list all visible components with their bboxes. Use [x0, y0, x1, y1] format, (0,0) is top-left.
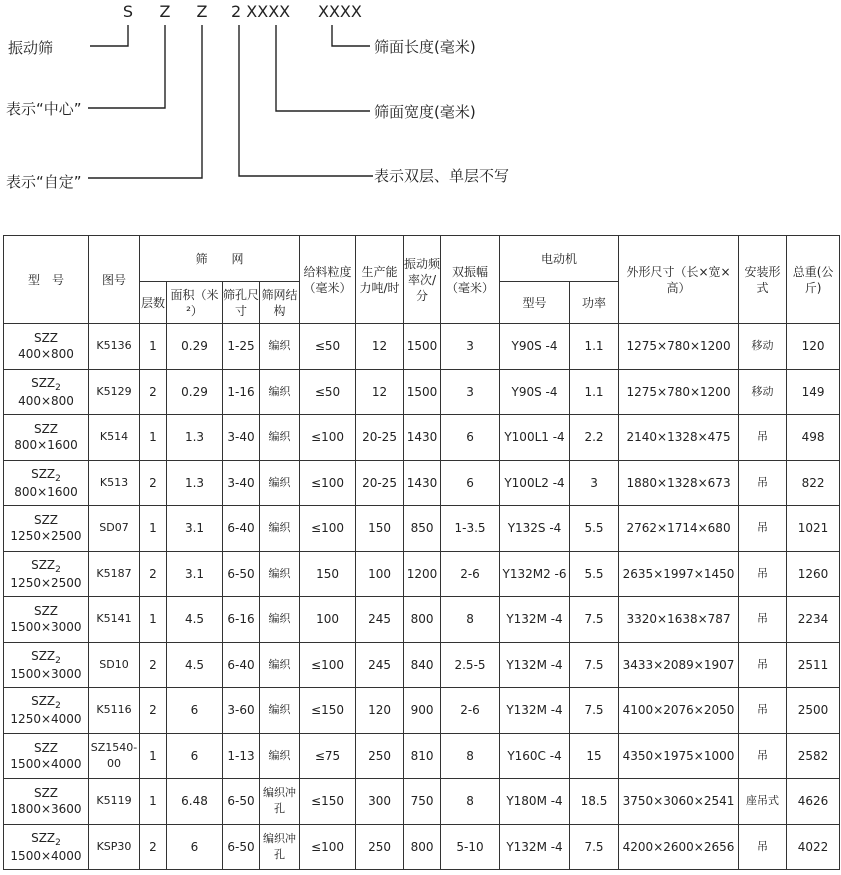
- label-screen-length: 筛面长度(毫米): [374, 38, 476, 56]
- cell-motor-power: 7.5: [570, 597, 619, 643]
- cell-feed-size: 100: [300, 597, 356, 643]
- cell-drawing: K5129: [89, 369, 140, 415]
- cell-motor-power: 7.5: [570, 824, 619, 870]
- cell-layers: 2: [140, 369, 167, 415]
- cell-weight: 498: [787, 415, 840, 461]
- table-row: [4, 324, 840, 370]
- cell-feed-size: ≤150: [300, 688, 356, 734]
- cell-drawing: K5116: [89, 688, 140, 734]
- table-row: [4, 824, 840, 870]
- cell-feed-size: ≤100: [300, 460, 356, 506]
- cell-capacity: 150: [356, 506, 404, 552]
- cell-model: [4, 688, 89, 734]
- label-double-layer: 表示双层、单层不写: [374, 167, 510, 185]
- model-name: SZZ: [31, 466, 56, 481]
- code-part-width: 2 XXXX: [231, 2, 291, 21]
- cell-dimensions: 4350×1975×1000: [619, 733, 739, 779]
- cell-layers: 1: [140, 324, 167, 370]
- header-drawing: 图号: [89, 236, 140, 324]
- cell-capacity: 20-25: [356, 460, 404, 506]
- cell-feed-size: 150: [300, 551, 356, 597]
- model-size: 400×800: [18, 393, 74, 408]
- cell-amplitude: 3: [441, 369, 500, 415]
- model-name: SZZ: [33, 331, 59, 346]
- cell-weight: 1260: [787, 551, 840, 597]
- model-size: 1800×3600: [10, 802, 82, 817]
- header-screen: 筛 网: [140, 236, 300, 282]
- cell-aperture: 3-40: [223, 460, 260, 506]
- cell-capacity: 245: [356, 597, 404, 643]
- cell-install: 移动: [739, 324, 787, 370]
- cell-frequency: 800: [404, 597, 441, 643]
- cell-drawing: SD10: [89, 642, 140, 688]
- cell-structure: 编织: [260, 733, 300, 779]
- cell-model: [4, 415, 89, 461]
- model-name: SZZ: [33, 786, 59, 801]
- cell-dimensions: 2635×1997×1450: [619, 551, 739, 597]
- cell-structure: 编织冲孔: [260, 824, 300, 870]
- cell-structure: 编织: [260, 324, 300, 370]
- cell-amplitude: 8: [441, 597, 500, 643]
- table-row: [4, 688, 840, 734]
- cell-aperture: 1-25: [223, 324, 260, 370]
- cell-structure: 编织: [260, 597, 300, 643]
- cell-dimensions: 3320×1638×787: [619, 597, 739, 643]
- cell-aperture: 6-50: [223, 551, 260, 597]
- cell-layers: 2: [140, 551, 167, 597]
- model-name: SZZ: [33, 740, 59, 755]
- cell-motor-model: Y160C -4: [500, 733, 570, 779]
- cell-capacity: 250: [356, 733, 404, 779]
- spec-table: [3, 235, 840, 870]
- cell-layers: 1: [140, 779, 167, 825]
- label-vibrating-screen: 振动筛: [8, 39, 54, 57]
- model-subscript: 2: [55, 473, 61, 484]
- model-size: 1250×2500: [10, 529, 82, 544]
- model-size: 800×1600: [14, 484, 78, 499]
- code-part-length: XXXX: [318, 2, 362, 21]
- cell-install: 吊: [739, 551, 787, 597]
- cell-layers: 1: [140, 597, 167, 643]
- label-center: 表示“中心”: [6, 100, 82, 118]
- cell-structure: 编织: [260, 415, 300, 461]
- cell-model: [4, 324, 89, 370]
- cell-weight: 2234: [787, 597, 840, 643]
- cell-capacity: 300: [356, 779, 404, 825]
- cell-feed-size: ≤100: [300, 506, 356, 552]
- table-row: [4, 597, 840, 643]
- cell-weight: 2500: [787, 688, 840, 734]
- cell-model: [4, 460, 89, 506]
- cell-feed-size: ≤100: [300, 415, 356, 461]
- code-letter-z2: Z: [196, 2, 208, 21]
- cell-motor-model: Y132M -4: [500, 642, 570, 688]
- cell-motor-model: Y132S -4: [500, 506, 570, 552]
- cell-model: [4, 779, 89, 825]
- cell-install: 吊: [739, 415, 787, 461]
- cell-weight: 2582: [787, 733, 840, 779]
- cell-motor-model: Y132M2 -6: [500, 551, 570, 597]
- cell-structure: 编织: [260, 551, 300, 597]
- cell-weight: 4626: [787, 779, 840, 825]
- cell-aperture: 6-40: [223, 642, 260, 688]
- model-size: 400×800: [18, 347, 74, 362]
- cell-motor-model: Y132M -4: [500, 824, 570, 870]
- header-area: 面积（米²）: [167, 282, 223, 324]
- cell-amplitude: 2-6: [441, 551, 500, 597]
- cell-area: 0.29: [167, 369, 223, 415]
- cell-motor-power: 2.2: [570, 415, 619, 461]
- cell-install: 吊: [739, 460, 787, 506]
- cell-dimensions: 1275×780×1200: [619, 369, 739, 415]
- model-name: SZZ: [33, 604, 59, 619]
- cell-amplitude: 2.5-5: [441, 642, 500, 688]
- cell-frequency: 840: [404, 642, 441, 688]
- model-name: SZZ: [33, 422, 59, 437]
- cell-install: 吊: [739, 733, 787, 779]
- cell-install: 座吊式: [739, 779, 787, 825]
- cell-aperture: 1-16: [223, 369, 260, 415]
- model-code-diagram: [0, 0, 841, 230]
- cell-amplitude: 8: [441, 733, 500, 779]
- cell-install: 吊: [739, 642, 787, 688]
- model-size: 1250×4000: [10, 712, 82, 727]
- cell-frequency: 1430: [404, 460, 441, 506]
- leader-lines: [88, 25, 373, 178]
- cell-capacity: 12: [356, 369, 404, 415]
- cell-drawing: K5187: [89, 551, 140, 597]
- table-row: [4, 779, 840, 825]
- cell-weight: 1021: [787, 506, 840, 552]
- cell-install: 吊: [739, 597, 787, 643]
- cell-dimensions: 2140×1328×475: [619, 415, 739, 461]
- cell-area: 1.3: [167, 460, 223, 506]
- cell-frequency: 1500: [404, 369, 441, 415]
- cell-aperture: 6-16: [223, 597, 260, 643]
- cell-motor-power: 7.5: [570, 688, 619, 734]
- cell-structure: 编织: [260, 369, 300, 415]
- header-install: 安装形式: [739, 236, 787, 324]
- model-subscript: 2: [55, 382, 61, 393]
- cell-frequency: 750: [404, 779, 441, 825]
- cell-structure: 编织冲孔: [260, 779, 300, 825]
- table-row: [4, 369, 840, 415]
- cell-amplitude: 3: [441, 324, 500, 370]
- code-letter-s: S: [122, 2, 134, 21]
- cell-frequency: 850: [404, 506, 441, 552]
- cell-drawing: SD07: [89, 506, 140, 552]
- cell-aperture: 6-50: [223, 779, 260, 825]
- model-name: SZZ: [31, 648, 56, 663]
- cell-frequency: 1200: [404, 551, 441, 597]
- cell-motor-power: 5.5: [570, 506, 619, 552]
- table-row: [4, 460, 840, 506]
- cell-dimensions: 1880×1328×673: [619, 460, 739, 506]
- cell-motor-model: Y100L2 -4: [500, 460, 570, 506]
- cell-model: [4, 506, 89, 552]
- cell-weight: 120: [787, 324, 840, 370]
- model-size: 1500×4000: [10, 848, 82, 863]
- cell-model: [4, 733, 89, 779]
- cell-install: 移动: [739, 369, 787, 415]
- cell-model: [4, 597, 89, 643]
- cell-model: [4, 369, 89, 415]
- cell-dimensions: 3433×2089×1907: [619, 642, 739, 688]
- cell-motor-model: Y180M -4: [500, 779, 570, 825]
- cell-feed-size: ≤50: [300, 324, 356, 370]
- cell-amplitude: 1-3.5: [441, 506, 500, 552]
- label-self-tuning: 表示“自定”: [6, 173, 82, 191]
- cell-drawing: K5119: [89, 779, 140, 825]
- label-screen-width: 筛面宽度(毫米): [374, 103, 476, 121]
- cell-aperture: 3-60: [223, 688, 260, 734]
- cell-layers: 2: [140, 642, 167, 688]
- cell-aperture: 6-40: [223, 506, 260, 552]
- cell-area: 4.5: [167, 642, 223, 688]
- cell-feed-size: ≤100: [300, 824, 356, 870]
- cell-feed-size: ≤100: [300, 642, 356, 688]
- cell-amplitude: 5-10: [441, 824, 500, 870]
- header-layers: 层数: [140, 282, 167, 324]
- cell-motor-model: Y132M -4: [500, 688, 570, 734]
- cell-area: 0.29: [167, 324, 223, 370]
- cell-motor-power: 7.5: [570, 642, 619, 688]
- model-size: 1500×3000: [10, 666, 82, 681]
- cell-amplitude: 8: [441, 779, 500, 825]
- cell-area: 6: [167, 688, 223, 734]
- header-motor-power: 功率: [570, 282, 619, 324]
- cell-amplitude: 6: [441, 415, 500, 461]
- cell-layers: 2: [140, 460, 167, 506]
- cell-motor-model: Y90S -4: [500, 369, 570, 415]
- cell-area: 1.3: [167, 415, 223, 461]
- cell-weight: 4022: [787, 824, 840, 870]
- cell-dimensions: 1275×780×1200: [619, 324, 739, 370]
- model-name: SZZ: [31, 694, 56, 709]
- cell-amplitude: 6: [441, 460, 500, 506]
- cell-structure: 编织: [260, 460, 300, 506]
- cell-drawing: K5141: [89, 597, 140, 643]
- cell-model: [4, 551, 89, 597]
- model-name: SZZ: [31, 557, 56, 572]
- cell-drawing: K514: [89, 415, 140, 461]
- cell-feed-size: ≤75: [300, 733, 356, 779]
- cell-model: [4, 824, 89, 870]
- cell-frequency: 810: [404, 733, 441, 779]
- cell-frequency: 800: [404, 824, 441, 870]
- table-row: [4, 642, 840, 688]
- cell-area: 3.1: [167, 551, 223, 597]
- cell-drawing: K513: [89, 460, 140, 506]
- cell-area: 6: [167, 824, 223, 870]
- cell-layers: 1: [140, 733, 167, 779]
- cell-layers: 2: [140, 688, 167, 734]
- header-dimensions: 外形尺寸（长×宽×高）: [619, 236, 739, 324]
- model-size: 1500×4000: [10, 756, 82, 771]
- header-aperture: 筛孔尺寸: [223, 282, 260, 324]
- cell-frequency: 1430: [404, 415, 441, 461]
- cell-motor-model: Y132M -4: [500, 597, 570, 643]
- spec-table-body: [4, 324, 840, 870]
- code-letter-z1: Z: [159, 2, 171, 21]
- cell-motor-power: 3: [570, 460, 619, 506]
- cell-weight: 149: [787, 369, 840, 415]
- cell-capacity: 250: [356, 824, 404, 870]
- header-motor: 电动机: [500, 236, 619, 282]
- cell-layers: 1: [140, 415, 167, 461]
- cell-install: 吊: [739, 506, 787, 552]
- cell-structure: 编织: [260, 642, 300, 688]
- model-subscript: 2: [55, 837, 61, 848]
- cell-feed-size: ≤50: [300, 369, 356, 415]
- model-size: 1500×3000: [10, 620, 82, 635]
- model-subscript: 2: [55, 655, 61, 666]
- table-row: [4, 506, 840, 552]
- cell-capacity: 12: [356, 324, 404, 370]
- cell-frequency: 900: [404, 688, 441, 734]
- header-motor-model: 型号: [500, 282, 570, 324]
- cell-motor-power: 1.1: [570, 369, 619, 415]
- cell-drawing: KSP30: [89, 824, 140, 870]
- header-frequency: 振动频率次/分: [404, 236, 441, 324]
- cell-dimensions: 4200×2600×2656: [619, 824, 739, 870]
- cell-frequency: 1500: [404, 324, 441, 370]
- model-name: SZZ: [31, 830, 56, 845]
- cell-motor-model: Y90S -4: [500, 324, 570, 370]
- table-row: [4, 551, 840, 597]
- cell-motor-power: 18.5: [570, 779, 619, 825]
- cell-install: 吊: [739, 824, 787, 870]
- header-weight: 总重(公斤): [787, 236, 840, 324]
- cell-layers: 1: [140, 506, 167, 552]
- cell-model: [4, 642, 89, 688]
- cell-structure: 编织: [260, 688, 300, 734]
- cell-drawing: SZ1540-00: [89, 733, 140, 779]
- model-name: SZZ: [31, 375, 56, 390]
- cell-dimensions: 3750×3060×2541: [619, 779, 739, 825]
- cell-aperture: 1-13: [223, 733, 260, 779]
- cell-motor-power: 1.1: [570, 324, 619, 370]
- cell-drawing: K5136: [89, 324, 140, 370]
- cell-motor-model: Y100L1 -4: [500, 415, 570, 461]
- cell-install: 吊: [739, 688, 787, 734]
- model-size: 1250×2500: [10, 575, 82, 590]
- cell-area: 6.48: [167, 779, 223, 825]
- header-structure: 筛网结构: [260, 282, 300, 324]
- model-subscript: 2: [55, 701, 61, 712]
- header-capacity: 生产能力吨/时: [356, 236, 404, 324]
- cell-capacity: 20-25: [356, 415, 404, 461]
- table-row: [4, 415, 840, 461]
- cell-area: 6: [167, 733, 223, 779]
- model-size: 800×1600: [14, 438, 78, 453]
- cell-dimensions: 2762×1714×680: [619, 506, 739, 552]
- cell-weight: 2511: [787, 642, 840, 688]
- cell-amplitude: 2-6: [441, 688, 500, 734]
- cell-layers: 2: [140, 824, 167, 870]
- cell-area: 4.5: [167, 597, 223, 643]
- cell-weight: 822: [787, 460, 840, 506]
- cell-area: 3.1: [167, 506, 223, 552]
- cell-feed-size: ≤150: [300, 779, 356, 825]
- cell-motor-power: 15: [570, 733, 619, 779]
- table-row: [4, 733, 840, 779]
- cell-capacity: 120: [356, 688, 404, 734]
- model-subscript: 2: [55, 564, 61, 575]
- cell-aperture: 6-50: [223, 824, 260, 870]
- header-model: 型 号: [4, 236, 89, 324]
- cell-capacity: 245: [356, 642, 404, 688]
- header-feed-size: 给料粒度（毫米）: [300, 236, 356, 324]
- model-name: SZZ: [33, 513, 59, 528]
- cell-structure: 编织: [260, 506, 300, 552]
- cell-aperture: 3-40: [223, 415, 260, 461]
- header-amplitude: 双振幅（毫米）: [441, 236, 500, 324]
- cell-motor-power: 5.5: [570, 551, 619, 597]
- cell-dimensions: 4100×2076×2050: [619, 688, 739, 734]
- cell-capacity: 100: [356, 551, 404, 597]
